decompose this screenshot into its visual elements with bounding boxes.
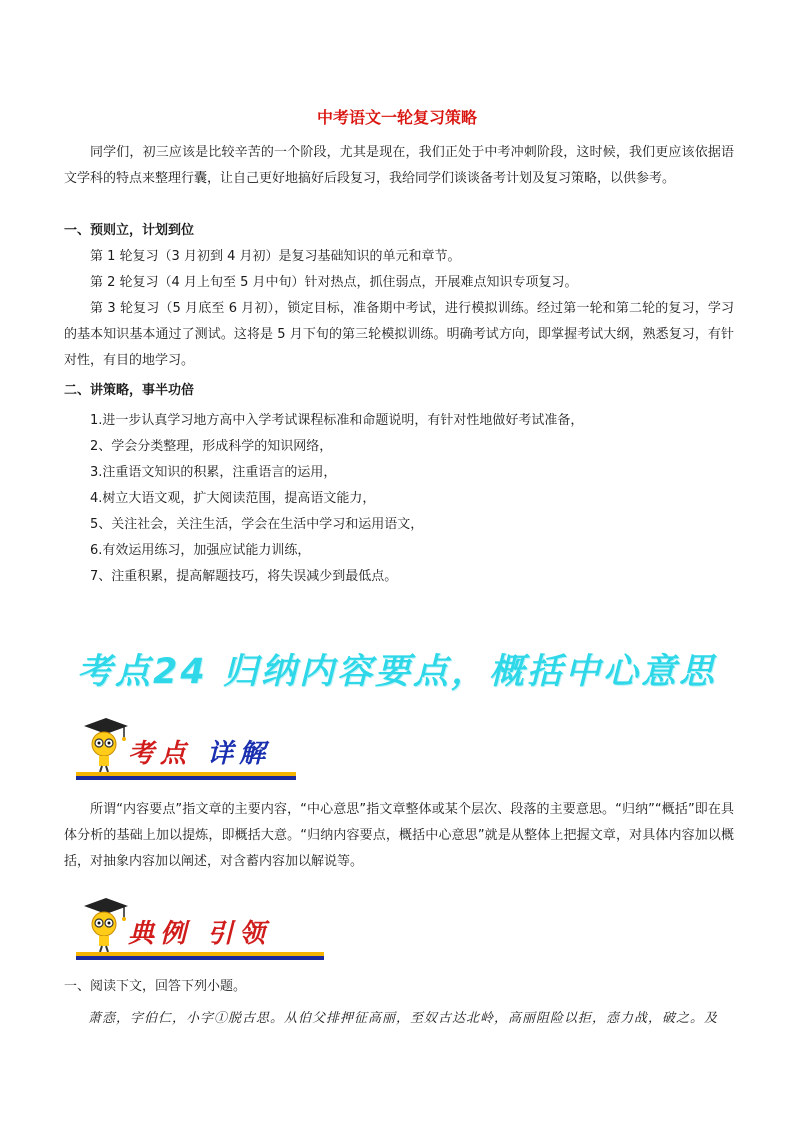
- section1-item-1: 第 1 轮复习（3 月初到 4 月初）是复习基础知识的单元和章节。: [90, 249, 461, 264]
- section1-heading: 一、预则立，计划到位: [64, 223, 195, 238]
- banner1-underline-blue: [76, 776, 296, 780]
- page-title: 中考语文一轮复习策略: [316, 108, 477, 127]
- section2-item-1: 1.进一步认真学习地方高中入学考试课程标准和命题说明，有针对性地做好考试准备，: [90, 413, 584, 428]
- banner1-label: [128, 733, 271, 770]
- explain-paragraph: 所谓“内容要点”指文章的主要内容，“中心意思”指文章整体或某个层次、段落的主要意思。“归纳”“概括”即在具体分析的基础上加以提炼，即概括大意。“归纳内容要点，概括中心意思”就是从整体上把握文章，对具体内容加以概括，对抽象内容加以阐述，对含蓄内容加以解说等。: [64, 802, 734, 869]
- banner1-part1: 考点: [128, 739, 193, 769]
- section2-item-3: 3.注重语文知识的积累，注重语言的运用，: [90, 465, 337, 480]
- section2-item-4: 4.树立大语文观，扩大阅读范围，提高语文能力，: [90, 491, 376, 506]
- banner1-part2: 详解: [207, 739, 272, 769]
- banner-kaodian-xiangjie: [76, 716, 296, 780]
- section2-heading: 二、讲策略，事半功倍: [64, 383, 195, 398]
- classical-text: 萧悫，字伯仁，小字①脱古思。从伯父排押征高丽，至奴古达北岭，高丽阻险以拒，悫力战，破之。及: [88, 1011, 719, 1026]
- question-heading: 一、阅读下文，回答下列小题。: [64, 979, 247, 994]
- section2-item-7: 7、注重积累，提高解题技巧，将失误减少到最低点。: [90, 569, 398, 584]
- section1-item-2: 第 2 轮复习（4 月上旬至 5 月中旬）针对热点，抓住弱点，开展难点知识专项复习。: [90, 275, 578, 290]
- banner2-label: [128, 913, 271, 950]
- intro-paragraph: 同学们，初三应该是比较辛苦的一个阶段，尤其是现在，我们正处于中考冲刺阶段，这时候，我们更应该依据语文学科的特点来整理行囊，让自己更好地搞好后段复习，我给同学们谈谈备考计划及复习策略，以供参考。: [64, 145, 734, 186]
- section1-item-3: 第 3 轮复习（5 月底至 6 月初），锁定目标，准备期中考试，进行模拟训练。经过第一轮和第二轮的复习，学习的基本知识基本通过了测试。这将是 5 月下旬的第三轮模拟训练。明确考试方向，即掌握考试大纲，熟悉复习，有针对性，有目的地学习。: [64, 301, 734, 368]
- section2-item-5: 5、关注社会，关注生活，学会在生活中学习和运用语文，: [90, 517, 424, 532]
- section2-item-2: 2、学会分类整理，形成科学的知识网络，: [90, 439, 333, 454]
- topic-title: 考点24 归纳内容要点，概括中心意思: [77, 652, 717, 692]
- banner2-underline-blue: [76, 956, 324, 960]
- banner-dianli-yinling: [76, 896, 324, 960]
- banner2-part2: 引领: [207, 919, 272, 949]
- scholar-mascot-icon: [76, 714, 132, 774]
- section2-item-6: 6.有效运用练习，加强应试能力训练，: [90, 543, 311, 558]
- banner2-part1: 典例: [128, 919, 193, 949]
- scholar-mascot-icon: [76, 894, 132, 954]
